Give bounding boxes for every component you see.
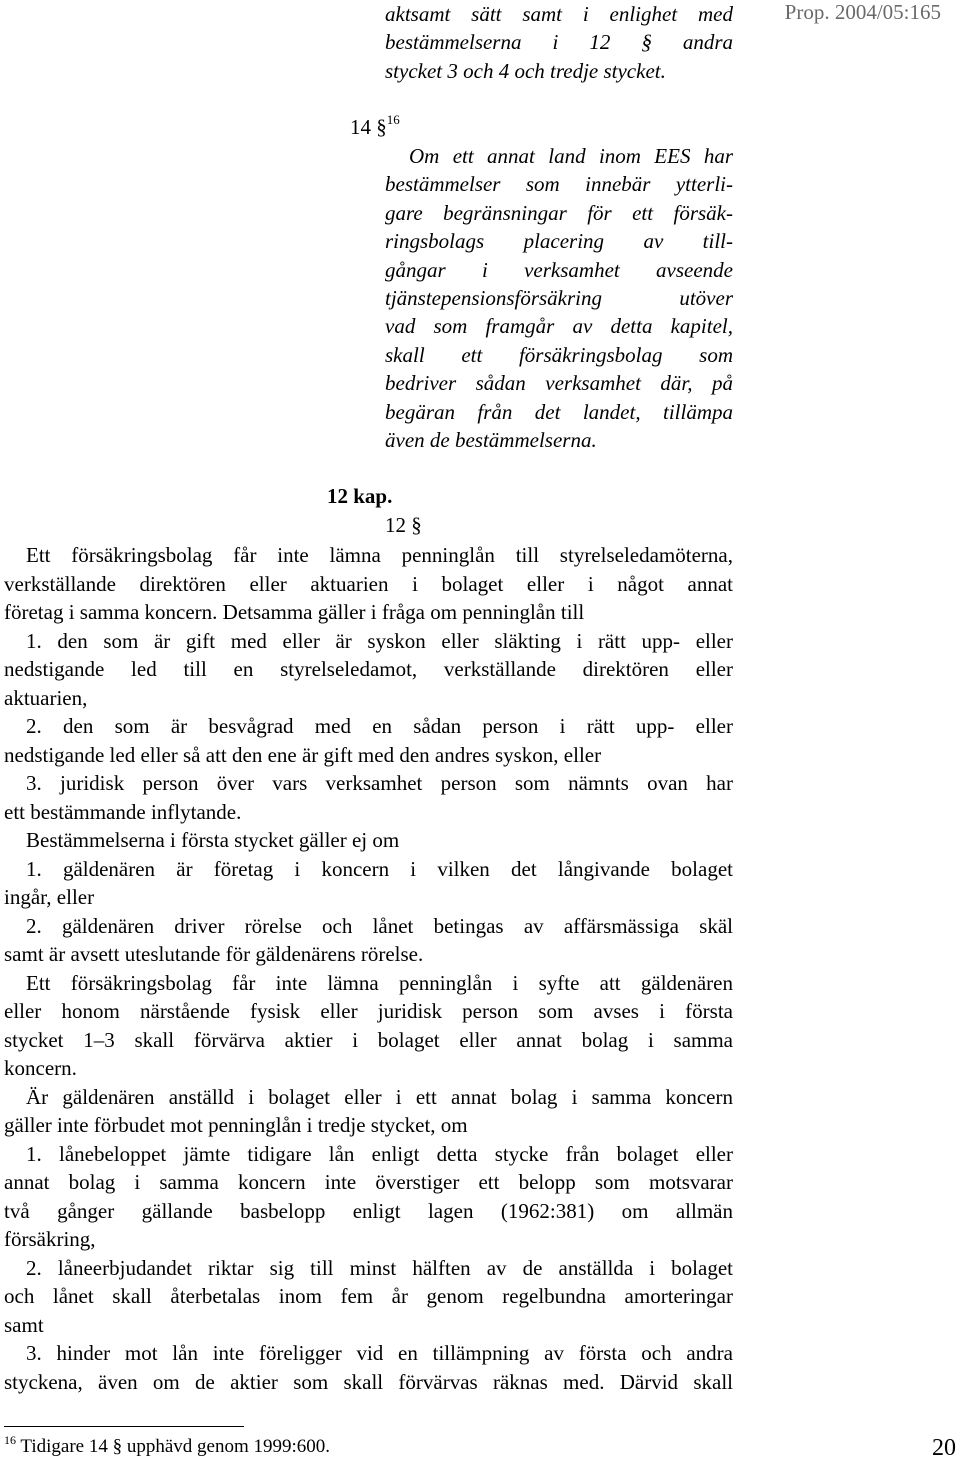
text-line: vad som framgår av detta kapitel, [385,314,733,339]
text-line: verkställande direktören eller aktuarien i bolaget eller i något annat [4,571,733,596]
text-line: även de bestämmelserna. [385,427,597,452]
text-line: 1. gäldenären är företag i koncern i vilken det långivande bolaget [26,856,733,881]
text-line: 1. den som är gift med eller är syskon eller släkting i rätt upp- eller [26,628,733,653]
text-line: ingår, eller [4,885,95,909]
text-line: tjänstepensionsförsäkring utöver [385,285,733,310]
text-line: koncern. [4,1056,77,1080]
text-line: Ett försäkringsbolag får inte lämna penninglån i syfte att gäldenären [26,970,733,995]
text-line: gångar i verksamhet avseende [385,257,733,282]
text-line: Om ett annat land inom EES har [409,144,733,168]
text-line: stycket 3 och 4 och tredje stycket. [385,58,666,83]
text-line: Bestämmelserna i första stycket gäller ej om [26,828,400,852]
text-line: 1. lånebeloppet jämte tidigare lån enligt detta stycke från bolaget eller [26,1141,733,1166]
chapter-heading: 12 kap. [327,484,393,508]
section-14-text [385,142,733,454]
text-line: 2. gäldenären driver rörelse och lånet betingas av affärsmässiga skäl [26,913,733,938]
text-line: samt är avsett uteslutande för gäldenärens rörelse. [4,942,424,966]
top-fragment [385,0,733,85]
text-line: gäller inte förbudet mot penninglån i tredje stycket, om [4,1113,468,1137]
text-line: eller honom närstående fysisk eller juridisk person som avses i första [4,999,733,1023]
text-line: bedriver sådan verksamhet där, på [385,371,733,396]
text-line: försäkring, [4,1227,96,1251]
text-line: två gånger gällande basbelopp enligt lagen (1962:381) om allmän [4,1198,733,1223]
page-number: 20 [932,1435,956,1461]
text-line: ringsbolags placering av till- [385,229,733,254]
text-line: Är gäldenären anställd i bolaget eller i ett annat bolag i samma koncern [26,1084,733,1109]
footnote-divider [4,1426,244,1427]
footnote [4,1435,330,1460]
document-reference: Prop. 2004/05:165 [784,0,941,24]
text-line: styckena, även om de aktier som skall förvärvas räknas med. Därvid skall [4,1369,733,1394]
text-line: företag i samma koncern. Detsamma gäller i fråga om penninglån till [4,600,585,624]
section-14-number [350,112,400,142]
text-line: stycket 1–3 skall förvärva aktier i bolaget eller annat bolag i samma [4,1027,733,1052]
text-line: bestämmelser som innebär ytterli- [385,172,733,197]
footnote-number: 16 [4,1433,16,1447]
text-line: Ett försäkringsbolag får inte lämna penninglån till styrelseledamöterna, [26,543,733,567]
section-12-body [4,541,733,1396]
text-line: begäran från det landet, tillämpa [385,399,733,424]
text-line: skall ett försäkringsbolag som [385,342,733,367]
text-line: och lånet skall återbetalas inom fem år genom regelbundna amorteringar [4,1284,733,1308]
text-line: 2. låneerbjudandet riktar sig till minst hälften av de anställda i bolaget [26,1255,733,1280]
text-line: 3. juridisk person över vars verksamhet person som nämnts ovan har [26,771,733,795]
section-number: 14 § [350,115,387,139]
text-line: 2. den som är besvågrad med en sådan person i rätt upp- eller [26,714,733,738]
text-line: ett bestämmande inflytande. [4,799,242,824]
text-line: aktuarien, [4,685,88,710]
text-line: aktsamt sätt samt i enlighet med [385,2,733,26]
text-line: nedstigande led eller så att den ene är gift med den andres syskon, eller [4,742,602,767]
footnote-text: Tidigare 14 § upphävd genom 1999:600. [20,1436,331,1457]
section-12-number: 12 § [385,513,422,537]
text-line: samt [4,1312,44,1337]
text-line: annat bolag i samma koncern inte överstiger ett belopp som motsvarar [4,1170,733,1194]
text-line: 3. hinder mot lån inte föreligger vid en tillämpning av första och andra [26,1341,733,1365]
footnote-reference: 16 [386,112,400,127]
text-line: bestämmelserna i 12 § andra [385,30,733,55]
text-line: gare begränsningar för ett försäk- [385,200,733,225]
text-line: nedstigande led till en styrelseledamot, verkställande direktören eller [4,657,733,681]
